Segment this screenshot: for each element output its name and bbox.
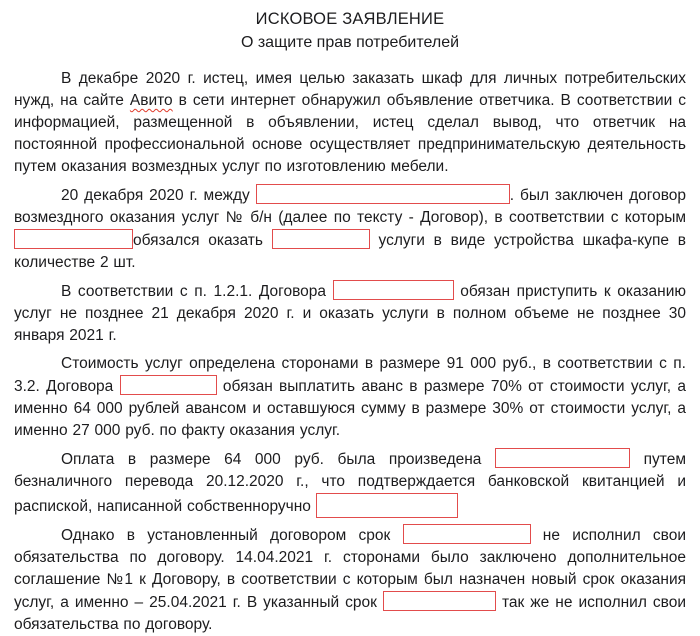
document-subtitle: О защите прав потребителей — [240, 34, 460, 51]
redacted-field — [14, 229, 133, 249]
paragraph-text: обязался оказать — [133, 232, 272, 249]
paragraph-text: в сети интернет обнаружил объявление ответчика. В соответствии с информацией, размещенной в объявлении, истец сделал вывод, что ответчик на постоянной профессиональной основе осуществляет предпринимательскую деятельность путем оказания возмездных услуг по изготовлению мебели. — [14, 92, 686, 175]
document-title: ИСКОВОЕ ЗАЯВЛЕНИЕ — [255, 10, 445, 28]
paragraph-text: Стоимость услуг определена сторонами в размере 91 000 руб., в соответствии с п. 3.2. Договора — [14, 355, 686, 395]
paragraph-text: В декабре 2020 г. истец, имея целью заказать шкаф для личных потребительских нужд, на сайте — [14, 70, 686, 109]
paragraph — [14, 280, 686, 347]
paragraph — [14, 448, 686, 518]
paragraph-text: не исполнил свои обязательства по договору. 14.04.2021 г. сторонами было заключено дополнительное соглашение №1 к Договору, в соответствии с которым был назначен новый срок оказания услуг, а именно – 25.04.2021 г. В указанный срок — [14, 527, 686, 611]
paragraph — [14, 68, 686, 178]
paragraph-text: Однако в установленный договором срок — [61, 527, 403, 544]
paragraph-text: Оплата в размере 64 000 руб. была произведена — [61, 451, 496, 468]
redacted-field — [403, 524, 531, 544]
paragraph-text: обязан приступить к оказанию услуг не позднее 21 декабря 2020 г. и оказать услуги в полном объеме не позднее 30 января 2021 г. — [14, 283, 686, 344]
paragraph-text: обязан выплатить аванс в размере 70% от стоимости услуг, а именно 64 000 рублей авансом и оставшуюся сумму в размере 30% от стоимости услуг, а именно 27 000 руб. по факту оказания услуг. — [14, 378, 686, 439]
redacted-field — [316, 493, 458, 518]
redacted-field — [120, 375, 217, 395]
paragraph-text: путем безналичного перевода 20.12.2020 г., что подтверждается банковской квитанцией и распиской, написанной собственноручно — [14, 451, 687, 515]
document-header — [14, 7, 686, 55]
spellcheck-word: Авито — [129, 92, 173, 109]
redacted-field — [256, 184, 510, 204]
paragraph — [14, 353, 686, 442]
redacted-field — [272, 229, 370, 249]
paragraph — [14, 524, 686, 636]
paragraph-text: . был заключен договор возмездного оказания услуг № б/н (далее по тексту - Договор), в соответствии с которым — [14, 187, 686, 226]
paragraph-text: 20 декабря 2020 г. между — [61, 187, 256, 204]
paragraph-text: В соответствии с п. 1.2.1. Договора — [61, 283, 333, 300]
redacted-field — [383, 591, 496, 611]
paragraph-text: так же не исполнил свои обязательства по договору. — [14, 594, 686, 633]
redacted-field — [333, 280, 454, 300]
paragraph-text: услуги в виде устройства шкафа-купе в количестве 2 шт. — [14, 232, 686, 271]
document-body — [14, 68, 686, 636]
redacted-field — [495, 448, 630, 468]
paragraph — [14, 184, 686, 274]
